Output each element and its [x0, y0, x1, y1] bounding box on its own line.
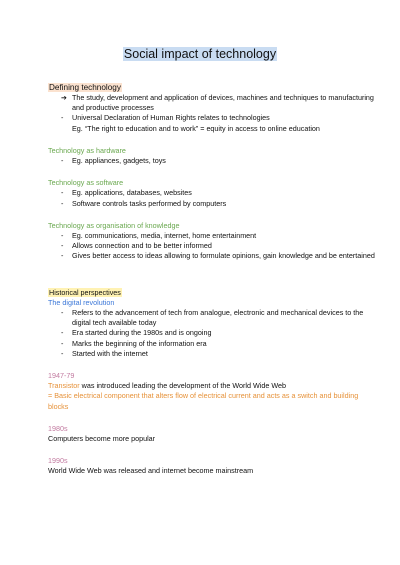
defining-heading-text: Defining technology: [49, 83, 121, 92]
list-item: [48, 349, 378, 359]
dash-bullet: -: [61, 348, 64, 358]
knowledge-item-text: Allows connection and to be better informed: [72, 241, 212, 251]
historical-item-text: Marks the beginning of the information era: [72, 338, 207, 348]
period-1980-years: 1980s: [48, 423, 68, 433]
list-item: [48, 251, 378, 261]
dash-bullet: -: [61, 251, 64, 261]
period-1990-years: 1990s: [48, 456, 68, 466]
dash-bullet: -: [61, 308, 64, 318]
dash-bullet: -: [61, 198, 64, 208]
dash-bullet: -: [61, 156, 64, 166]
period-1947-text: [48, 381, 378, 391]
list-item: [48, 93, 378, 113]
section-heading-software: Technology as software: [48, 178, 124, 188]
page-title-text: Social impact of technology: [123, 47, 277, 61]
list-item: [48, 231, 378, 241]
historical-item-text: Era started during the 1980s and is ongoing: [72, 328, 212, 338]
dash-bullet: -: [61, 231, 64, 241]
section-heading-defining: [48, 82, 378, 93]
defining-dash-text: Universal Declaration of Human Rights relates to technologies: [72, 113, 270, 123]
list-item: [48, 308, 378, 328]
subheading-digital-revolution: The digital revolution: [48, 297, 115, 307]
list-item: [48, 199, 378, 209]
period-1947-sentence: was introduced leading the development of the World Wide Web: [79, 381, 286, 391]
historical-heading-text: Historical perspectives: [49, 287, 121, 297]
dash-bullet: -: [61, 328, 64, 338]
dash-bullet: -: [61, 338, 64, 348]
page-title: [0, 47, 400, 61]
hardware-list: [48, 156, 378, 166]
list-item: [48, 241, 378, 251]
list-item: [48, 188, 378, 198]
knowledge-list: [48, 231, 378, 262]
section-heading-hardware: Technology as hardware: [48, 145, 126, 155]
list-item: [48, 328, 378, 338]
period-1947-years: 1947-79: [48, 371, 75, 381]
software-item-text: Eg. applications, databases, websites: [72, 188, 192, 198]
section-heading-knowledge: Technology as organisation of knowledge: [48, 220, 180, 230]
knowledge-item-text: Gives better access to ideas allowing to formulate opinions, gain knowledge and be entertained: [72, 251, 375, 261]
historical-list: [48, 308, 378, 359]
dash-bullet: -: [61, 241, 64, 251]
hardware-item-text: Eg. appliances, gadgets, toys: [72, 156, 166, 166]
period-1980-text: Computers become more popular: [48, 434, 156, 444]
dash-bullet: -: [61, 188, 64, 198]
defining-list: [48, 93, 378, 134]
document-content: [48, 82, 378, 477]
historical-item-text: Refers to the advancement of tech from analogue, electronic and mechanical devices to the digital tech available today: [72, 308, 364, 328]
section-heading-historical: [48, 288, 378, 298]
software-list: [48, 188, 378, 208]
transistor-term: Transistor: [48, 381, 80, 391]
knowledge-item-text: Eg. communications, media, internet, home entertainment: [72, 231, 257, 241]
arrow-icon: ➔: [61, 93, 68, 102]
list-item: [48, 113, 378, 133]
period-1990-text: World Wide Web was released and internet become mainstream: [48, 466, 254, 476]
historical-item-text: Started with the internet: [72, 348, 148, 358]
defining-example-text: Eg. “The right to education and to work” = equity in access to online education: [72, 123, 320, 133]
transistor-definition: = Basic electrical component that alters flow of electrical current and acts as a switch and building blocks: [48, 391, 359, 411]
software-item-text: Software controls tasks performed by computers: [72, 198, 227, 208]
defining-arrow-text: The study, development and application of devices, machines and techniques to manufacturing and productive processes: [72, 93, 374, 113]
list-item: [48, 339, 378, 349]
list-item: [48, 156, 378, 166]
dash-bullet: -: [61, 113, 64, 123]
